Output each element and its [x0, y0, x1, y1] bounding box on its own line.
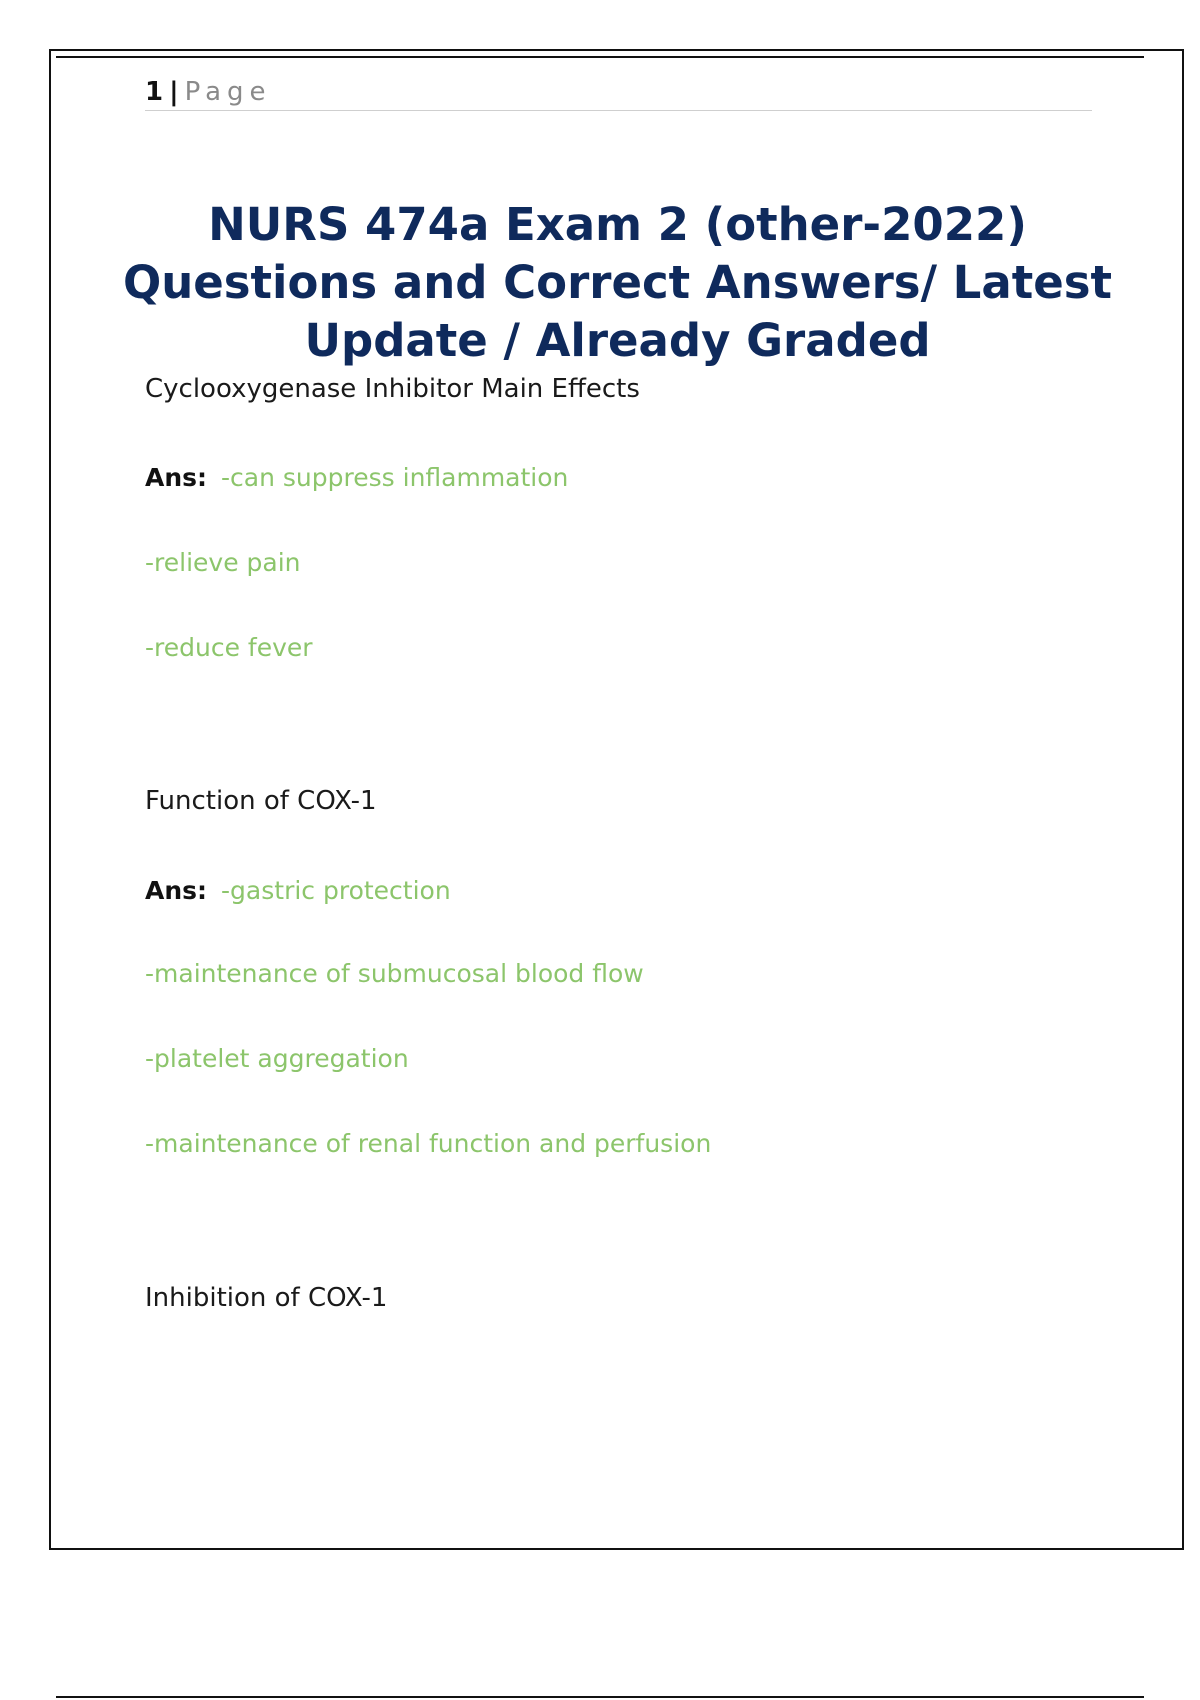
answer-2-line-3: -platelet aggregation: [145, 1044, 409, 1073]
document-title: [100, 196, 1135, 370]
bottom-rule: [56, 1696, 1144, 1698]
page-header: [145, 78, 1092, 111]
ans-label: Ans:: [145, 876, 208, 905]
answer-2-line-1: [145, 876, 451, 905]
page-separator: |: [169, 77, 179, 107]
answer-text: -can suppress inflammation: [221, 463, 569, 492]
question-1: Cyclooxygenase Inhibitor Main Effects: [145, 374, 640, 404]
page-label: Page: [184, 77, 272, 107]
title-line-3: Update / Already Graded: [304, 314, 931, 367]
page-number: 1: [145, 77, 164, 107]
title-line-2: Questions and Correct Answers/ Latest: [122, 256, 1113, 309]
top-rule: [56, 56, 1144, 58]
answer-text: -gastric protection: [221, 876, 451, 905]
answer-1-line-2: -relieve pain: [145, 548, 301, 577]
question-2: Function of COX-1: [145, 786, 377, 816]
answer-2-line-2: -maintenance of submucosal blood flow: [145, 959, 644, 988]
question-3: Inhibition of COX-1: [145, 1283, 388, 1313]
answer-1-line-1: [145, 463, 568, 492]
answer-1-line-3: -reduce fever: [145, 633, 313, 662]
ans-label: Ans:: [145, 463, 208, 492]
answer-2-line-4: -maintenance of renal function and perfusion: [145, 1129, 712, 1158]
title-line-1: NURS 474a Exam 2 (other-2022): [208, 198, 1027, 251]
